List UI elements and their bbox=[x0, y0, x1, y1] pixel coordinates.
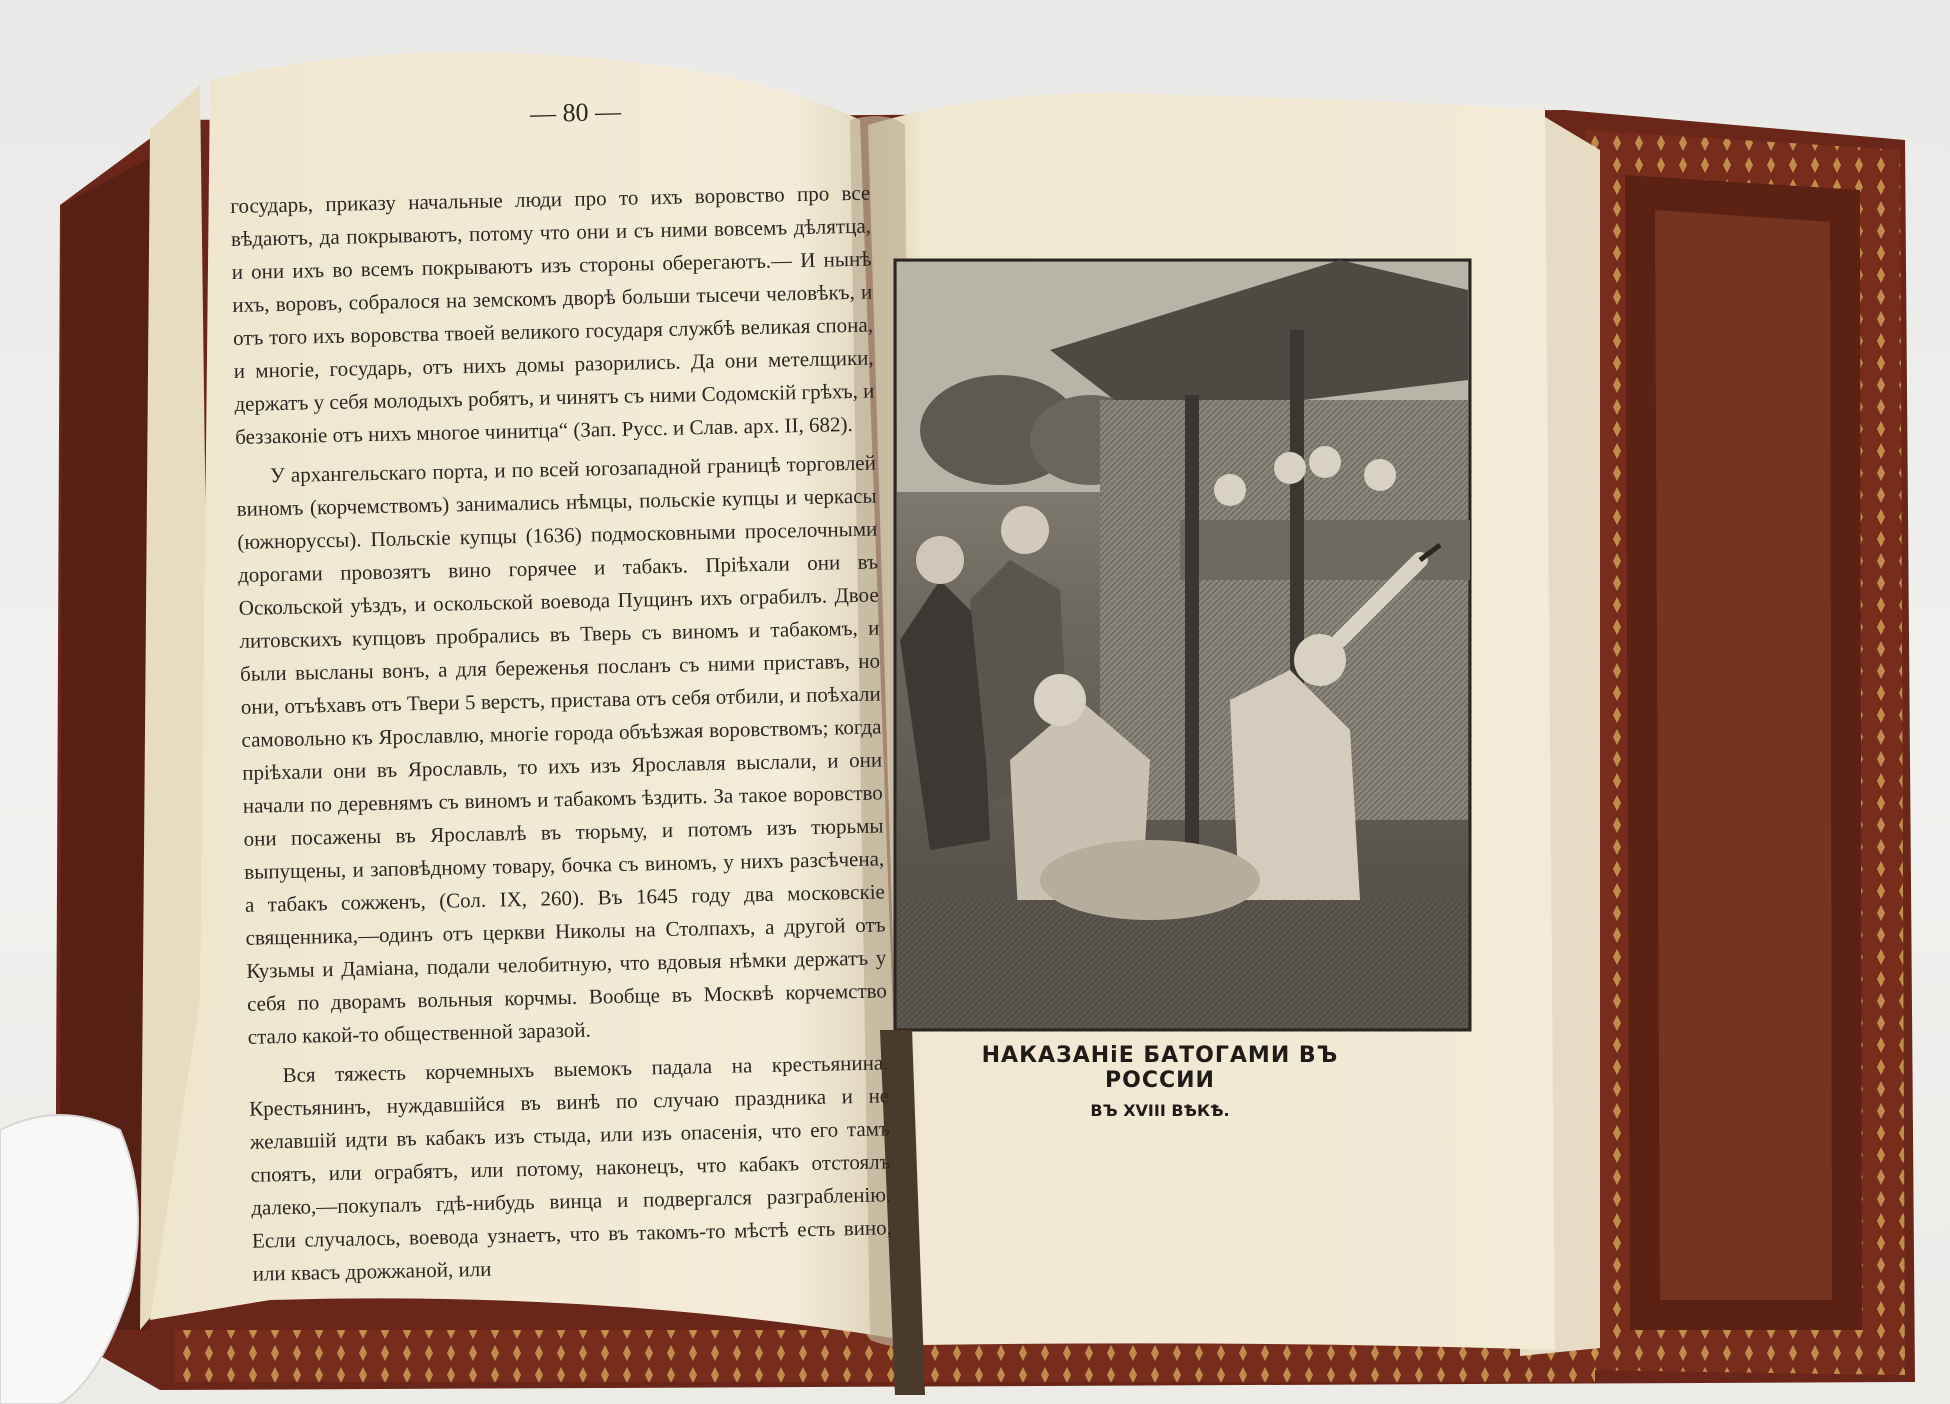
page-number: — 80 — bbox=[529, 96, 622, 129]
caption-subtitle: ВЪ XVIII ВѢКѢ. bbox=[1090, 1101, 1230, 1120]
left-page-text bbox=[230, 177, 893, 1291]
illustration-caption bbox=[960, 1043, 1360, 1120]
paragraph: У архангельскаго порта, и по всей югозападной границѣ торговлей виномъ (корчемствомъ) занимались нѣмцы, польскіе купцы и черкасы (южноруссы). Польскіе купцы (1636) подмосковными проселочными дорогами провозятъ вино горячее и табакъ. Пріѣхали они въ Оскольской уѣздъ, и оскольской воевода Пущинъ ихъ ограбилъ. Двое литовскихъ купцовъ пробрались въ Тверь съ виномъ и табакомъ, и были высланы вонъ, а для береженья посланъ съ ними приставъ, но они, отъѣхавъ отъ Твери 5 верстъ, пристава отъ себя отбили, и поѣхали самовольно къ Ярославлю, многіе города объѣзжая воровствомъ; когда пріѣхали они въ Ярославль, то ихъ изъ Ярославля выслали, и они начали по деревнямъ съ виномъ и табакомъ ѣздить. За такое воровство они посажены въ Ярославлѣ въ тюрьму, и потомъ изъ тюрьмы выпущены, и заповѣдному товару, бочка съ виномъ, у нихъ разсѣчена, а табакъ сожженъ, (Сол. IX, 260). Въ 1645 году два московскіе священника,—одинъ отъ церкви Николы на Столпахъ, а другой отъ Кузьмы и Даміана, подали челобитную, что вдовыя нѣмки держатъ у себя по дворамъ вольныя корчмы. Вообще въ Москвѣ корчемство стало какой-то общественной заразой. bbox=[236, 450, 888, 1049]
engraving-illustration bbox=[895, 260, 1470, 1030]
paragraph: Вся тяжесть корчемныхъ выемокъ падала на крестьянина. Крестьянинъ, нуждавшійся въ винѣ по случаю праздника и не желавшій идти въ кабакъ изъ стыда, или изъ опасенія, что его тамъ споятъ, или ограбятъ, или потому, наконецъ, что кабакъ отстоялъ далеко,—покупалъ гдѣ-нибудь винца и подвергался разграбленію. Если случалось, воевода узнаетъ, что въ такомъ-то мѣстѣ есть вино, или квасъ дрожжаной, или bbox=[248, 1050, 893, 1286]
caption-title: НАКАЗАНіЕ БАТОГАМИ ВЪ РОССИИ bbox=[981, 1043, 1339, 1093]
paragraph: государь, приказу начальные люди про то ихъ воровство про все вѣдаютъ, да покрываютъ, потому что они и съ ними вовсемъ дѣлятца, и они ихъ во всемъ покрываютъ изъ стороны оберегаютъ.— И нынѣ ихъ, воровъ, собралося на земскомъ дворѣ больши тысечи человѣкъ, и отъ того ихъ воровства твоей великого государя службѣ великая спона, и многіе, государь, отъ нихъ домы разорились. Да они метелщики, держатъ у себя молодыхъ робятъ, и чинятъ съ ними Содомскій грѣхъ, и беззаконіе отъ нихъ многое чинитца“ (Зап. Русс. и Слав. арх. II, 682). bbox=[230, 180, 875, 449]
